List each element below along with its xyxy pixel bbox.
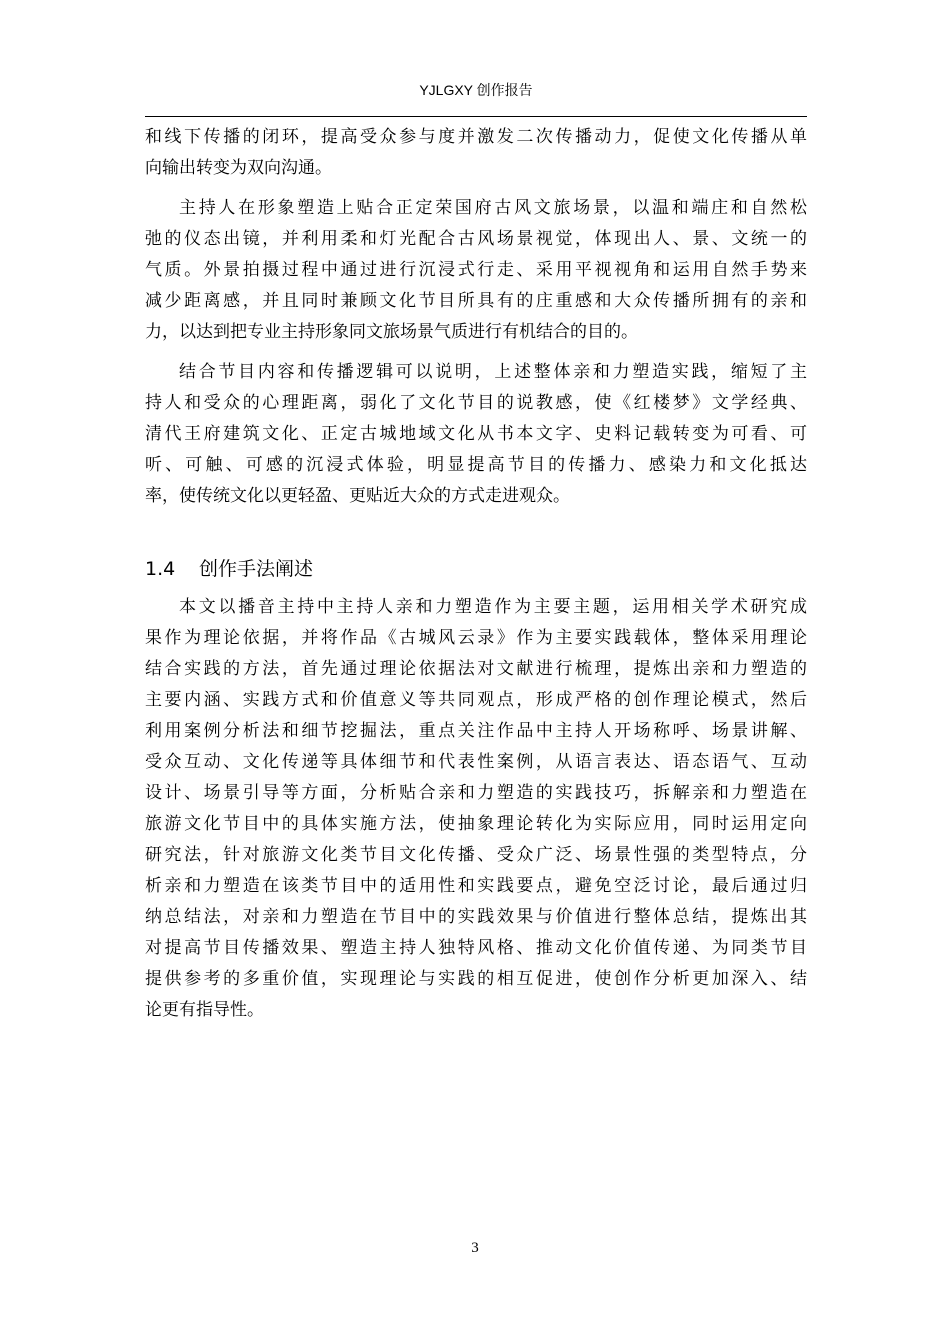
text-line: 减少距离感，并且同时兼顾文化节目所具有的庄重感和大众传播所拥有的亲和	[145, 291, 807, 311]
text-line: 弛的仪态出镜，并利用柔和灯光配合古风场景视觉，体现出人、景、文统一的	[145, 229, 807, 249]
text-line: 力，以达到把专业主持形象同文旅场景气质进行有机结合的目的。	[145, 322, 638, 342]
page-header	[145, 78, 807, 117]
paragraph-methods	[145, 592, 807, 1026]
text-line: 结合节目内容和传播逻辑可以说明，上述整体亲和力塑造实践，缩短了主	[179, 362, 807, 382]
text-line: 向输出转变为双向沟通。	[145, 158, 332, 178]
text-line: 主持人在形象塑造上贴合正定荣国府古风文旅场景，以温和端庄和自然松	[179, 198, 807, 218]
text-line: 听、可触、可感的沉浸式体验，明显提高节目的传播力、感染力和文化抵达	[145, 455, 807, 475]
header-title: YJLGXY 创作报告	[419, 82, 533, 98]
text-line: 旅游文化节目中的具体实施方法，使抽象理论转化为实际应用，同时运用定向	[145, 814, 807, 834]
text-line: 率，使传统文化以更轻盈、更贴近大众的方式走进观众。	[145, 486, 570, 506]
text-line: 和线下传播的闭环，提高受众参与度并激发二次传播动力，促使文化传播从单	[145, 127, 807, 147]
text-line: 析亲和力塑造在该类节目中的适用性和实践要点，避免空泛讨论，最后通过归	[145, 876, 807, 896]
page-body	[145, 122, 807, 1026]
text-line: 利用案例分析法和细节挖掘法，重点关注作品中主持人开场称呼、场景讲解、	[145, 721, 807, 741]
section-heading	[145, 552, 807, 586]
paragraph-host-image	[145, 193, 807, 348]
text-line: 论更有指导性。	[145, 1000, 264, 1020]
text-line: 气质。外景拍摄过程中通过进行沉浸式行走、采用平视视角和运用自然手势来	[145, 260, 807, 280]
text-line: 提供参考的多重价值，实现理论与实践的相互促进，使创作分析更加深入、结	[145, 969, 807, 989]
text-line: 研究法，针对旅游文化类节目文化传播、受众广泛、场景性强的类型特点，分	[145, 845, 807, 865]
text-line: 持人和受众的心理距离，弱化了文化节目的说教感，使《红楼梦》文学经典、	[145, 393, 807, 413]
text-line: 果作为理论依据，并将作品《古城风云录》作为主要实践载体，整体采用理论	[145, 628, 807, 648]
text-line: 对提高节目传播效果、塑造主持人独特风格、推动文化价值传递、为同类节目	[145, 938, 807, 958]
text-line: 纳总结法，对亲和力塑造在节目中的实践效果与价值进行整体总结，提炼出其	[145, 907, 807, 927]
text-line: 主要内涵、实践方式和价值意义等共同观点，形成严格的创作理论模式，然后	[145, 690, 807, 710]
text-line: 本文以播音主持中主持人亲和力塑造作为主要主题，运用相关学术研究成	[179, 597, 807, 617]
text-line: 清代王府建筑文化、正定古城地域文化从书本文字、史料记载转变为可看、可	[145, 424, 807, 444]
text-line: 设计、场景引导等方面，分析贴合亲和力塑造的实践技巧，拆解亲和力塑造在	[145, 783, 807, 803]
paragraph-summary	[145, 357, 807, 512]
paragraph-continued	[145, 122, 807, 184]
text-line: 结合实践的方法，首先通过理论依据法对文献进行梳理，提炼出亲和力塑造的	[145, 659, 807, 679]
section-title: 创作手法阐述	[199, 558, 314, 580]
text-line: 受众互动、文化传递等具体细节和代表性案例，从语言表达、语态语气、互动	[145, 752, 807, 772]
page-number: 3	[471, 1240, 479, 1256]
section-number: 1.4	[145, 558, 176, 580]
